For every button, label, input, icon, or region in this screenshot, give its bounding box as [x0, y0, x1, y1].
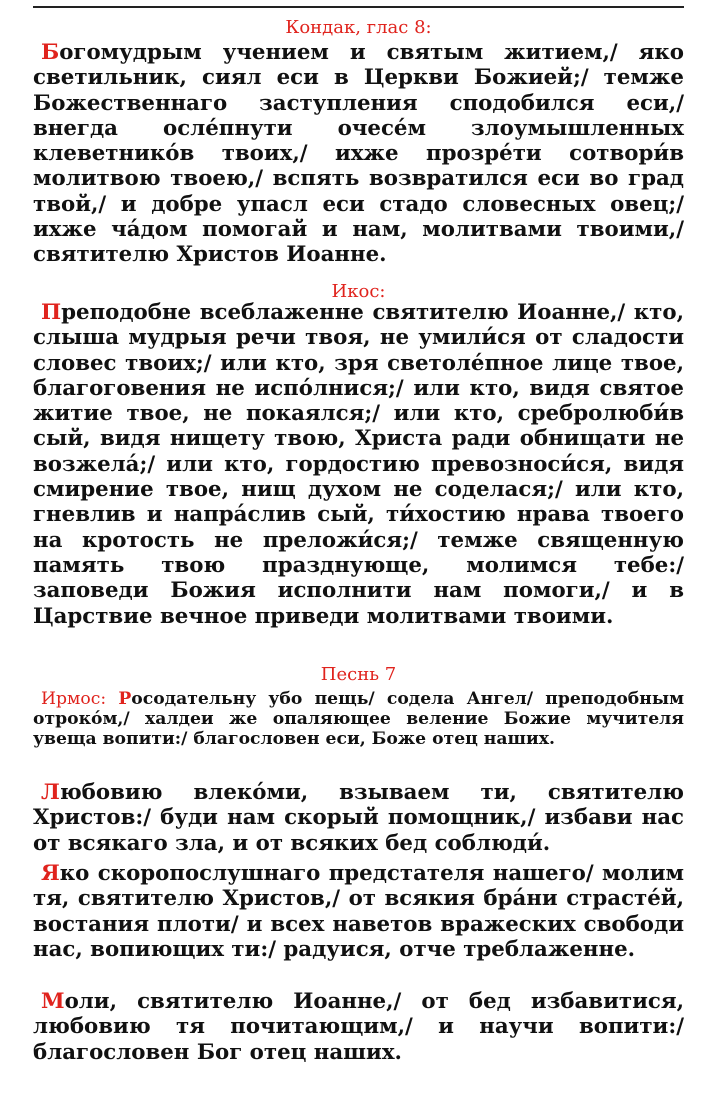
troparion-3-body: оли, святителю Иоанне,/ от бед избавитися, любовию тя почитающим,/ и научи вопити:/ благословен Бог отец наших. — [33, 989, 684, 1065]
troparion-1-initial: Л — [41, 780, 60, 805]
kondak-heading: Кондак, глас 8: — [285, 17, 432, 38]
troparion-1 — [33, 780, 684, 856]
irmos-initial: Р — [118, 689, 132, 709]
irmos-text — [33, 690, 684, 749]
ikos-initial: П — [41, 300, 62, 325]
kondak-initial: Б — [41, 40, 60, 65]
irmos-body: осодательну убо пещь/ содела Ангел/ преподобным отрокóм,/ халдеи же опаляющее веление Божие мучителя увеща вопити:/ благословен еси, Боже отец наших. — [33, 689, 684, 749]
ikos-text — [33, 300, 684, 629]
troparion-1-body: юбовию влекóми, взываем ти, святителю Христов:/ буди нам скорый помощник,/ избави нас от всякаго зла, и от всяких бед соблюди́. — [33, 780, 684, 856]
top-rule — [33, 6, 684, 8]
ikos-body: реподобне всеблаженне святителю Иоанне,/ кто, слыша мудрыя речи твоя, не умили́ся от сладости словес твоих;/ или кто, зря светолéпное лице твое, благоговения не испóлнися;/ или кто, видя святое житие твое, не покаялся;/ или кто, сребролюби́в сый, видя нищету твою, Христа ради обнищати не возжела́;/ или кто, гордостию превозноси́ся, видя смирение твое, нищ духом не соделася;/ или кто, гневлив и напра́слив сый, ти́хостию нрава твоего на кротость не преложи́ся;/ темже священную память твою празднующе, молимся тебе:/ заповеди Божия исполнити нам помоги,/ и в Царствие вечное приведи молитвами твоими. — [33, 300, 684, 629]
irmos-label: Ирмос: — [41, 689, 107, 709]
troparion-3 — [33, 989, 684, 1065]
troparion-2-body: ко скоропослушнаго предстателя нашего/ молим тя, святителю Христов,/ от всякия бра́ни страстéй, востания плоти/ и всех наветов вражеских свободи нас, вопиющих ти:/ радуися, отче треблаженне. — [33, 861, 684, 962]
kondak-body: огомудрым учением и святым житием,/ яко светильник, сиял еси в Церкви Божией;/ темже Божественнаго заступления сподобился еси,/ внегда ослéпнути очесéм злоумышленных клеветникóв твоих,/ ихже прозрéти сотвори́в молитвою твоею,/ вспять возвратился еси во град твой,/ и добре упасл еси стадо словесных овец;/ ихже ча́дом помогай и нам, молитвами твоими,/ святителю Христов Иоанне. — [33, 40, 684, 268]
troparion-2-initial: Я — [41, 861, 60, 886]
troparion-3-initial: М — [41, 989, 65, 1014]
kondak-text — [33, 40, 684, 268]
pesn-heading: Песнь 7 — [320, 664, 397, 685]
ikos-heading: Икос: — [331, 281, 386, 302]
troparion-2 — [33, 861, 684, 962]
